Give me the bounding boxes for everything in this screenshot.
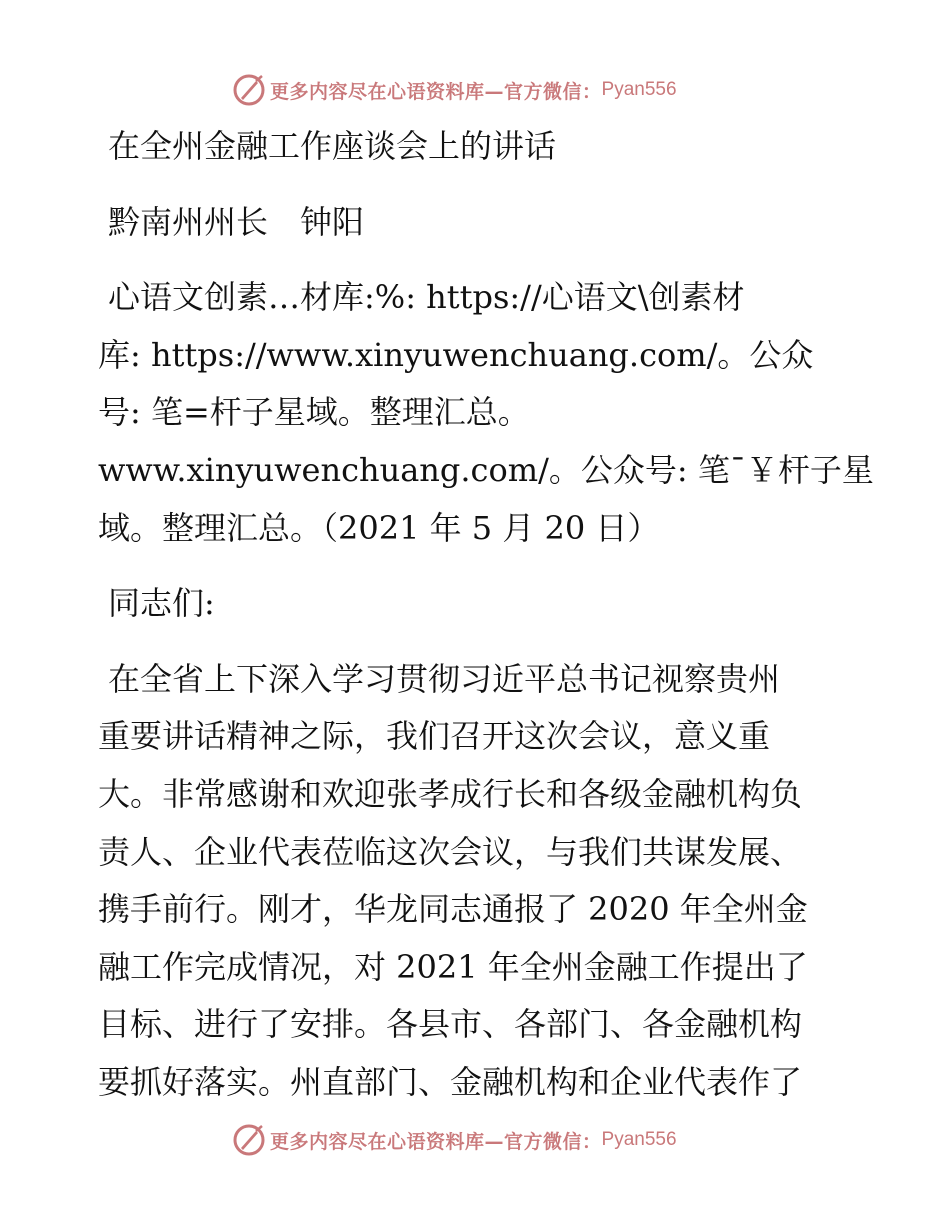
salutation: 同志们: (108, 584, 215, 623)
paragraph-line: 融工作完成情况，对 2021 年全州金融工作提出了 (98, 947, 808, 986)
paragraph-line: 目标、进行了安排。各县市、各部门、各金融机构 (98, 1005, 803, 1044)
watermark-text: 更多内容尽在心语资料库—官方微信： (270, 80, 602, 103)
quill-logo-icon (232, 73, 266, 107)
paragraph-line: 在全省上下深入学习贯彻习近平总书记视察贵州 (108, 659, 781, 698)
paragraph-line: 要抓好落实。州直部门、金融机构和企业代表作了 (98, 1062, 803, 1101)
source-line: 号: 笔=杆子星域。整理汇总。 (98, 393, 530, 432)
watermark-wechat-id: Pyan556 (601, 1129, 677, 1150)
paragraph-line: 责人、企业代表莅临这次会议，与我们共谋发展、 (98, 832, 803, 871)
document-body (98, 118, 874, 1112)
watermark-wechat-id: Pyan556 (601, 79, 677, 100)
paragraph-line: 重要讲话精神之际，我们召开这次会议，意义重 (98, 717, 771, 756)
header-watermark (232, 70, 677, 110)
footer-watermark (232, 1120, 677, 1160)
paragraph-line: 大。非常感谢和欢迎张孝成行长和各级金融机构负 (98, 774, 803, 813)
source-line: www.xinyuwenchuang.com/。公众号: 笔¯￥杆子星 (98, 450, 874, 489)
source-line: 心语文创素…材库:%: https://心语文\创素材 (108, 278, 745, 317)
watermark-text: 更多内容尽在心语资料库—官方微信： (270, 1130, 602, 1153)
source-line: 库: https://www.xinyuwenchuang.com/。公众 (98, 335, 814, 374)
document-author: 黔南州州长 钟阳 (108, 202, 365, 241)
document-title: 在全州金融工作座谈会上的讲话 (108, 127, 557, 165)
quill-logo-icon (232, 1123, 266, 1157)
source-line: 域。整理汇总。（2021 年 5 月 20 日） (98, 508, 660, 547)
paragraph-line: 携手前行。刚才，华龙同志通报了 2020 年全州金 (98, 890, 808, 929)
